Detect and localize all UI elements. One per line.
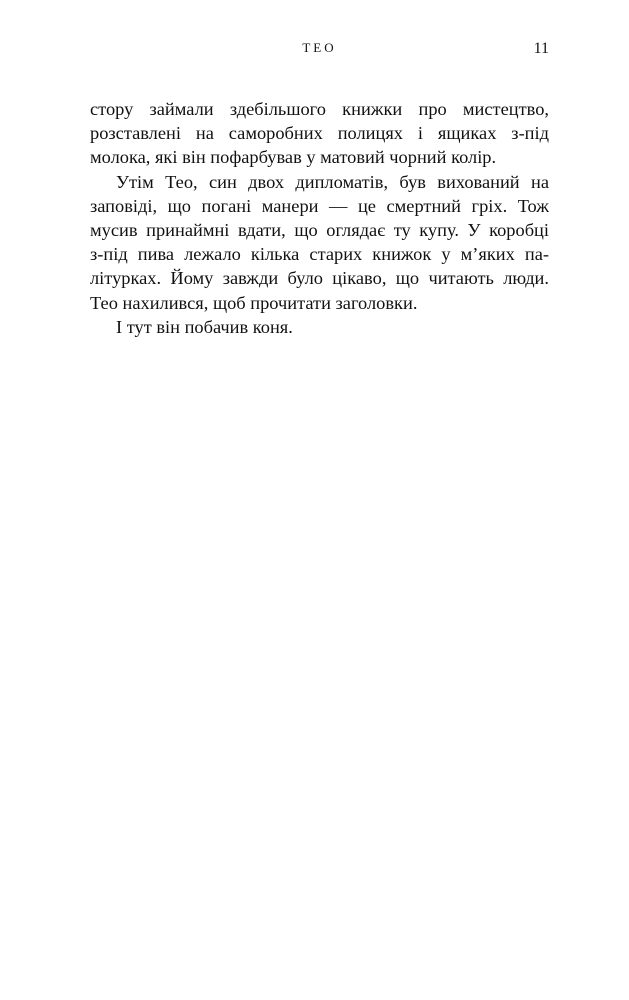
text-line: мусив принаймні вдати, що оглядає ту купу. У коробці [90,220,549,241]
paragraph-2 [90,170,549,315]
page-number: 11 [533,40,549,57]
running-title: ТЕО [302,40,337,55]
text-line: стору займали здебільшого книжки про мистецтво, [90,99,549,119]
text-line: молока, які він пофарбував у матовий чорний колір. [90,147,497,168]
body-text [90,97,549,339]
text-line: з-під пива лежало кілька старих книжок у м’яких па- [90,244,549,265]
text-line: Тео нахилився, щоб прочитати заголовки. [90,292,418,313]
text-line: заповіді, що погані манери — це смертний гріх. Тож [90,195,549,216]
text-line: літурках. Йому завжди було цікаво, що читають люди. [90,268,549,289]
text-line: розставлені на саморобних полицях і ящиках з-під [90,123,549,144]
text-line: І тут він побачив коня. [116,316,293,337]
text-line: Утім Тео, син двох дипломатів, був вихований на [116,171,549,192]
running-head [90,40,549,64]
paragraph-1 [90,97,549,170]
paragraph-3 [90,315,549,339]
